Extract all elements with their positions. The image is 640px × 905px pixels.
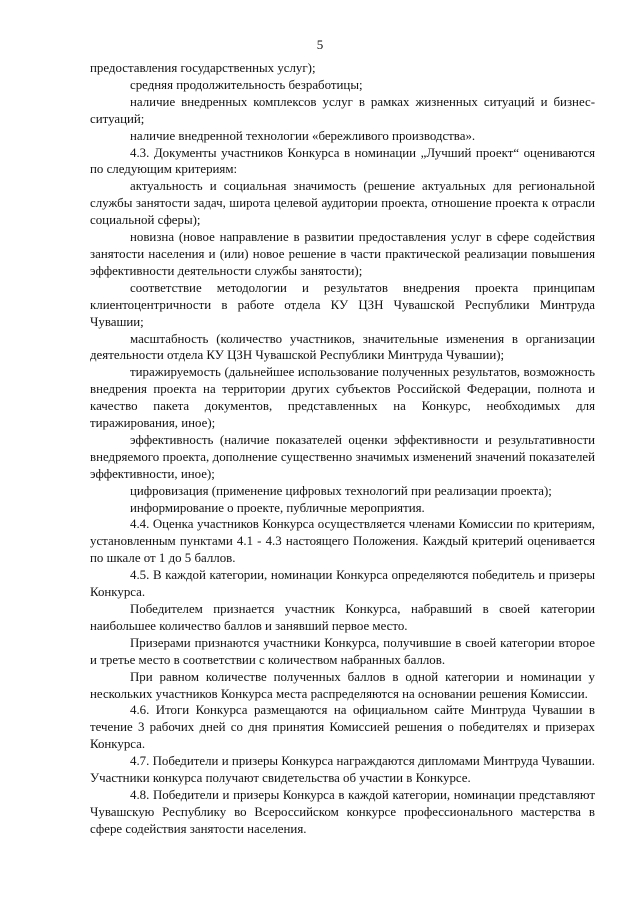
paragraph: эффективность (наличие показателей оценки эффективности и результативности внедряемого проекта, дополнение существенно значимых изменений значений показателей эффективности, иное); (90, 432, 595, 481)
paragraph: наличие внедренной технологии «бережливого производства». (130, 128, 476, 143)
paragraph: информирование о проекте, публичные мероприятия. (130, 500, 425, 515)
paragraph: 4.6. Итоги Конкурса размещаются на официальном сайте Минтруда Чувашии в течение 3 рабочих дней со дня принятия Комиссией решения о победителях и призерах Конкурса. (90, 703, 595, 752)
paragraph: соответствие методологии и результатов внедрения проекта принципам клиентоцентричности в работе отдела КУ ЦЗН Чувашской Республики Минтруда Чувашии; (90, 280, 595, 329)
paragraph: 4.7. Победители и призеры Конкурса награждаются дипломами Минтруда Чувашии. Участники конкурса получают свидетельства об участии в Конкурсе. (90, 754, 595, 786)
paragraph: 4.8. Победители и призеры Конкурса в каждой категории, номинации представляют Чувашскую Республику во Всероссийском конкурсе профессионального мастерства в сфере содействия занятости населения. (90, 787, 595, 836)
paragraph: предоставления государственных услуг); (90, 61, 316, 75)
paragraph: При равном количестве полученных баллов в одной категории и номинации у нескольких участников Конкурса места распределяются на основании решения Комиссии. (90, 669, 595, 701)
paragraph: тиражируемость (дальнейшее использование полученных результатов, возможность внедрения проекта на территории других субъектов Российской Федерации, полнота и качество пакета документов, представленных на Конкурс, необходимых для тиражирования, иное); (90, 365, 595, 431)
paragraph: наличие внедренных комплексов услуг в рамках жизненных ситуаций и бизнес-ситуаций; (90, 94, 595, 126)
paragraph: Победителем признается участник Конкурса, набравший в своей категории наибольшее количество баллов и занявший первое место. (90, 602, 595, 633)
paragraph: цифровизация (применение цифровых технологий при реализации проекта); (130, 483, 552, 498)
paragraph: новизна (новое направление в развитии предоставления услуг в сфере содействия занятости населения и (или) новое решение в части практической реализации повышения эффективности деятельности службы занятости); (90, 230, 595, 278)
paragraph: масштабность (количество участников, значительные изменения в организации деятельности отдела КУ ЦЗН Чувашской Республики Минтруда Чувашии); (90, 331, 595, 363)
document-body (90, 60, 595, 838)
page-number: 5 (316, 37, 324, 52)
paragraph: 4.3. Документы участников Конкурса в номинации „Лучший проект“ оцениваются по следующим критериям: (90, 145, 595, 177)
paragraph: 4.5. В каждой категории, номинации Конкурса определяются победитель и призеры Конкурса. (90, 568, 595, 600)
paragraph: средняя продолжительность безработицы; (130, 77, 363, 92)
paragraph: актуальность и социальная значимость (решение актуальных для региональной службы занятости задач, широта целевой аудитории проекта, отношение проекта к отрасли социальной сферы); (90, 179, 595, 228)
paragraph: 4.4. Оценка участников Конкурса осуществляется членами Комиссии по критериям, установленным пунктами 4.1 - 4.3 настоящего Положения. Каждый критерий оценивается по шкале от 1 до 5 баллов. (90, 517, 595, 566)
paragraph: Призерами признаются участники Конкурса, получившие в своей категории второе и третье место в соответствии с количеством набранных баллов. (90, 635, 595, 667)
